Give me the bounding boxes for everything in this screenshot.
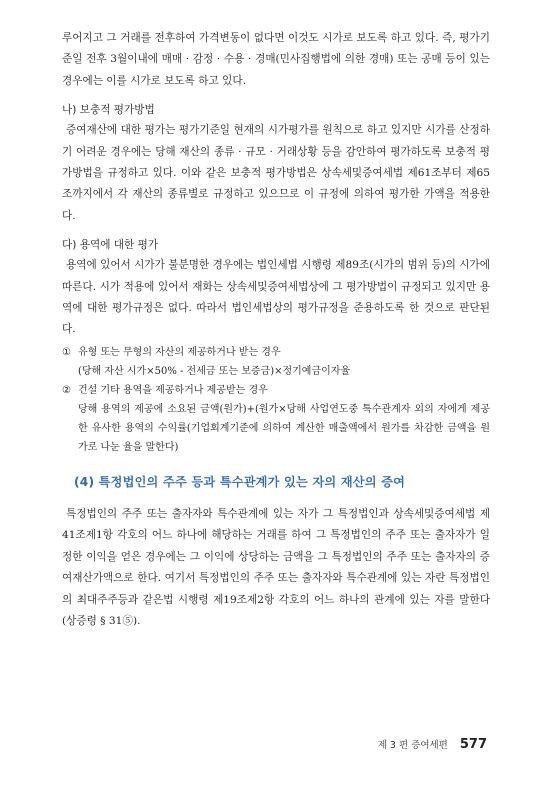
list-item-number: ① xyxy=(62,346,71,358)
list-item-number: ② xyxy=(62,384,71,396)
footer-part-label: 제 3 편 증여세편 xyxy=(377,740,448,751)
section-heading-services: 다) 용역에 대한 평가 xyxy=(62,239,159,252)
page-number: 577 xyxy=(459,737,487,752)
paragraph-specific-corporation: 특정법인의 주주 또는 출자자와 특수관계에 있는 자가 그 특정법인과 상속세및증여세법 제41조제1항 각호의 어느 하나에 해당하는 거래를 하여 그 특정법인의 주주 또는 출자자가 일정한 이익을 얻은 경우에는 그 이익에 상당하는 금액을 그 특정법인의 주주 또는 출자자의 증여재산가액으로 한다. 여기서 특정법인의 주주 또는 출자자와 특수관계에 있는 자란 특정법인의 최대주주등과 같은법 시행령 제19조제2항 각호의 어느 하나의 관계에 있는 자를 말한다(상증령 § 31⑤). xyxy=(62,507,490,627)
document-body xyxy=(62,28,490,632)
list-item-detail: (당해 자산 시가×50% - 전세금 또는 보증금)×정기예금이자율 xyxy=(78,365,351,377)
list-item xyxy=(62,381,490,400)
paragraph-supplementary: 증여재산에 대한 평가는 평가기준일 현재의 시가평가를 원칙으로 하고 있지만 시가를 산정하기 어려운 경우에는 당해 재산의 종류 · 규모 · 거래상황 등을 감안하여 평가하도록 보충적 평가방법을 규정하고 있다. 이와 같은 보충적 평가방법은 상속세및증여세법 제61조부터 제65조까지에서 각 재산의 종류별로 규정하고 있으므로 이 규정에 의하여 평가한 가액을 적용한다. xyxy=(62,124,490,222)
page-footer xyxy=(378,737,487,752)
list-item-label: 유형 또는 무형의 자산의 제공하거나 받는 경우 xyxy=(78,346,281,358)
list-item-detail: 당해 용역의 제공에 소요된 금액(원가)+(원가×당해 사업연도중 특수관계자 외의 자에게 제공한 유사한 용역의 수익률(기업회계기준에 의하여 계산한 매출액에서 원가를 차감한 금액을 원가로 나눈 율을 말한다) xyxy=(78,403,490,453)
list-item-label: 건설 기타 용역을 제공하거나 제공받는 경우 xyxy=(78,384,268,396)
services-list xyxy=(62,343,490,457)
list-item xyxy=(62,343,490,362)
section-title-specific-corporation: (4) 특정법인의 주주 등과 특수관계가 있는 자의 재산의 증여 xyxy=(74,474,406,489)
section-heading-supplementary: 나) 보충적 평가방법 xyxy=(62,104,155,117)
paragraph-services: 용역에 있어서 시가가 불분명한 경우에는 법인세법 시행령 제89조(시가의 범위 등)의 시가에 따른다. 시가 적용에 있어서 재화는 상속세및증여세법상에 그 평가방법이 규정되고 있지만 용역에 대한 평가규정은 없다. 따라서 법인세법상의 평가규정을 준용하도록 한 것으로 판단된다. xyxy=(62,259,490,336)
intro-paragraph: 루어지고 그 거래를 전후하여 가격변동이 없다면 이것도 시가로 보도록 하고 있다. 즉, 평가기준일 전후 3월이내에 매매 · 감정 · 수용 · 경매(민사집행법에 의한 경매) 또는 공매 등이 있는 경우에는 이를 시가로 보도록 하고 있다. xyxy=(62,32,490,87)
